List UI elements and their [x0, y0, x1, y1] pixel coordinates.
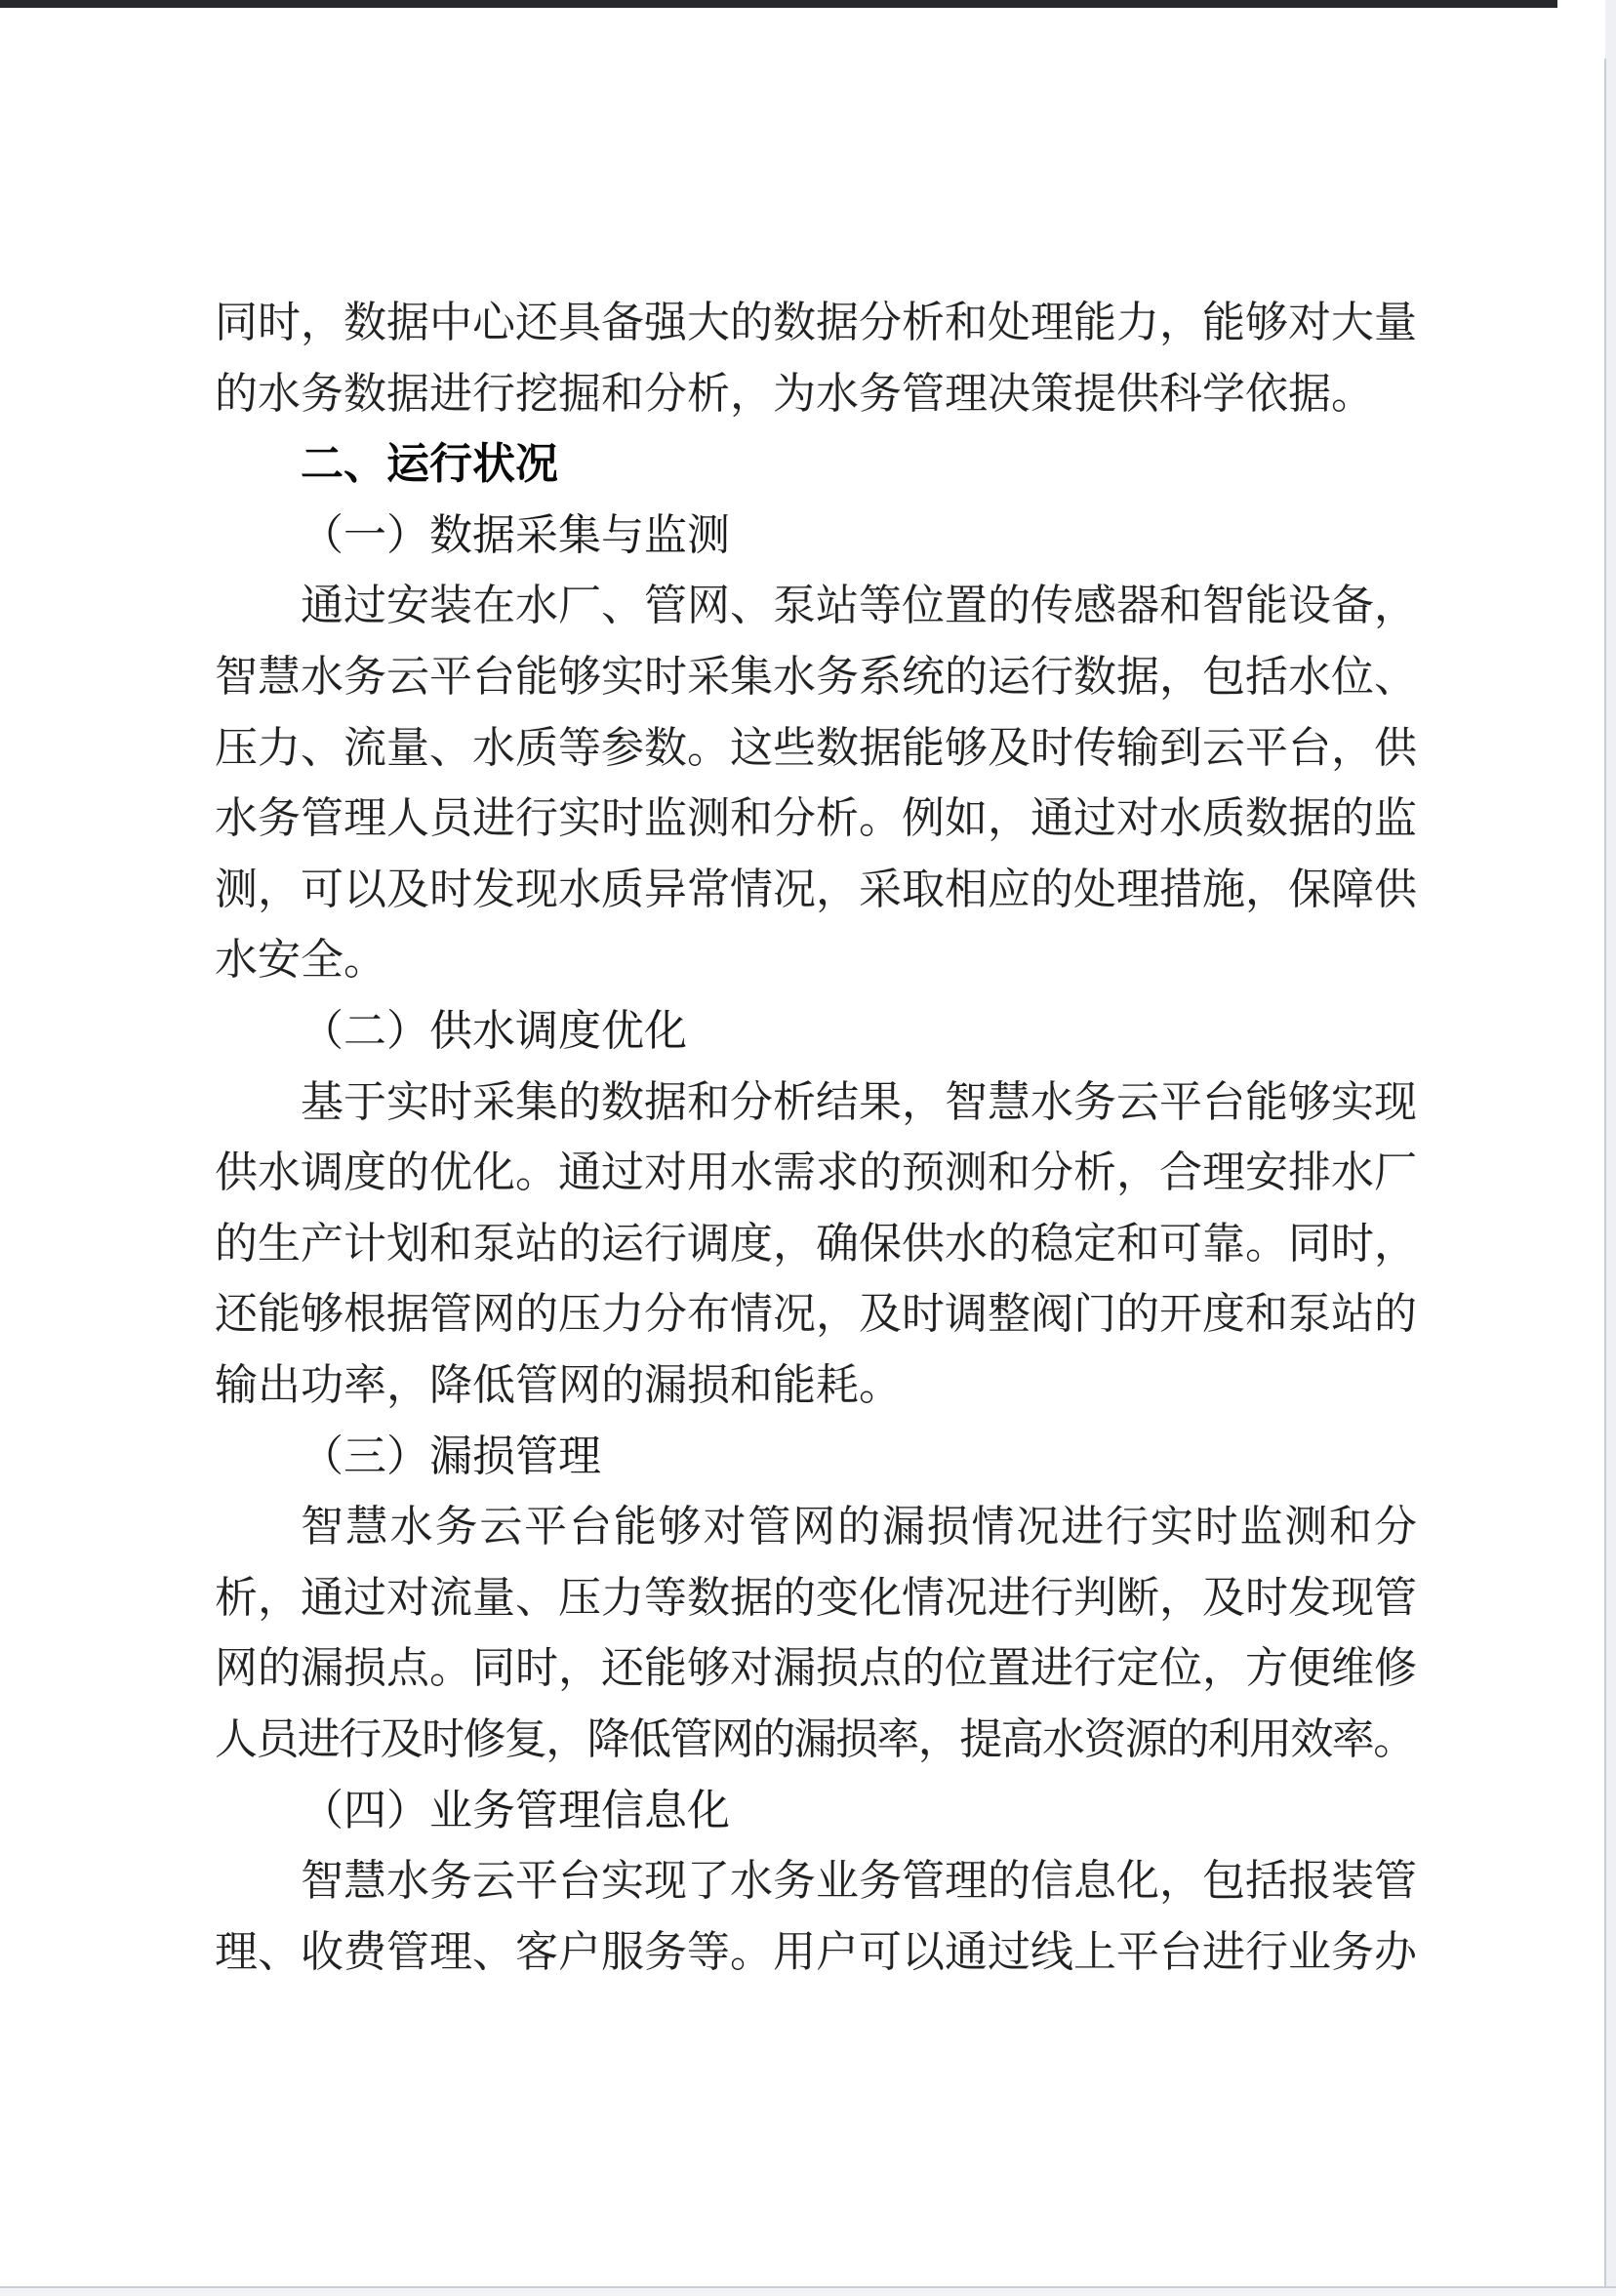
subsection-heading: （一）数据采集与监测 — [301, 510, 730, 559]
text-line: 智慧水务云平台实现了水务业务管理的信息化，包括报装管 — [301, 1857, 1417, 1906]
text-line: 网的漏损点。同时，还能够对漏损点的位置进行定位，方便维修 — [215, 1644, 1417, 1693]
text-line: 通过安装在水厂、管网、泵站等位置的传感器和智能设备， — [301, 582, 1417, 630]
text-line: 理、收费管理、客户服务等。用户可以通过线上平台进行业务办 — [215, 1927, 1417, 1976]
section-heading: 二、运行状况 — [301, 440, 558, 489]
subsection-heading: （二）供水调度优化 — [301, 1007, 687, 1055]
text-line: 智慧水务云平台能够对管网的漏损情况进行实时监测和分 — [301, 1503, 1417, 1551]
text-line: 水安全。 — [215, 936, 386, 985]
text-line: 水务管理人员进行实时监测和分析。例如，通过对水质数据的监 — [215, 794, 1417, 843]
text-line: 基于实时采集的数据和分析结果，智慧水务云平台能够实现 — [301, 1077, 1417, 1126]
subsection-heading: （四）业务管理信息化 — [301, 1786, 730, 1834]
text-line: 的水务数据进行挖掘和分析，为水务管理决策提供科学依据。 — [215, 369, 1374, 418]
text-line: 还能够根据管网的压力分布情况，及时调整阀门的开度和泵站的 — [215, 1290, 1417, 1339]
text-line: 同时，数据中心还具备强大的数据分析和处理能力，能够对大量 — [215, 299, 1417, 346]
text-line: 析，通过对流量、压力等数据的变化情况进行判断，及时发现管 — [215, 1573, 1417, 1622]
text-line: 智慧水务云平台能够实时采集水务系统的运行数据，包括水位、 — [215, 653, 1417, 701]
text-line: 人员进行及时修复，降低管网的漏损率，提高水资源的利用效率。 — [215, 1715, 1415, 1763]
text-line: 输出功率，降低管网的漏损和能耗。 — [215, 1361, 902, 1409]
subsection-heading: （三）漏损管理 — [301, 1431, 601, 1480]
text-line: 供水调度的优化。通过对用水需求的预测和分析，合理安排水厂 — [215, 1148, 1417, 1197]
text-line: 测，可以及时发现水质异常情况，采取相应的处理措施，保障供 — [215, 865, 1417, 913]
text-line: 的生产计划和泵站的运行调度，确保供水的稳定和可靠。同时， — [215, 1219, 1417, 1268]
text-line: 压力、流量、水质等参数。这些数据能够及时传输到云平台，供 — [215, 723, 1417, 772]
